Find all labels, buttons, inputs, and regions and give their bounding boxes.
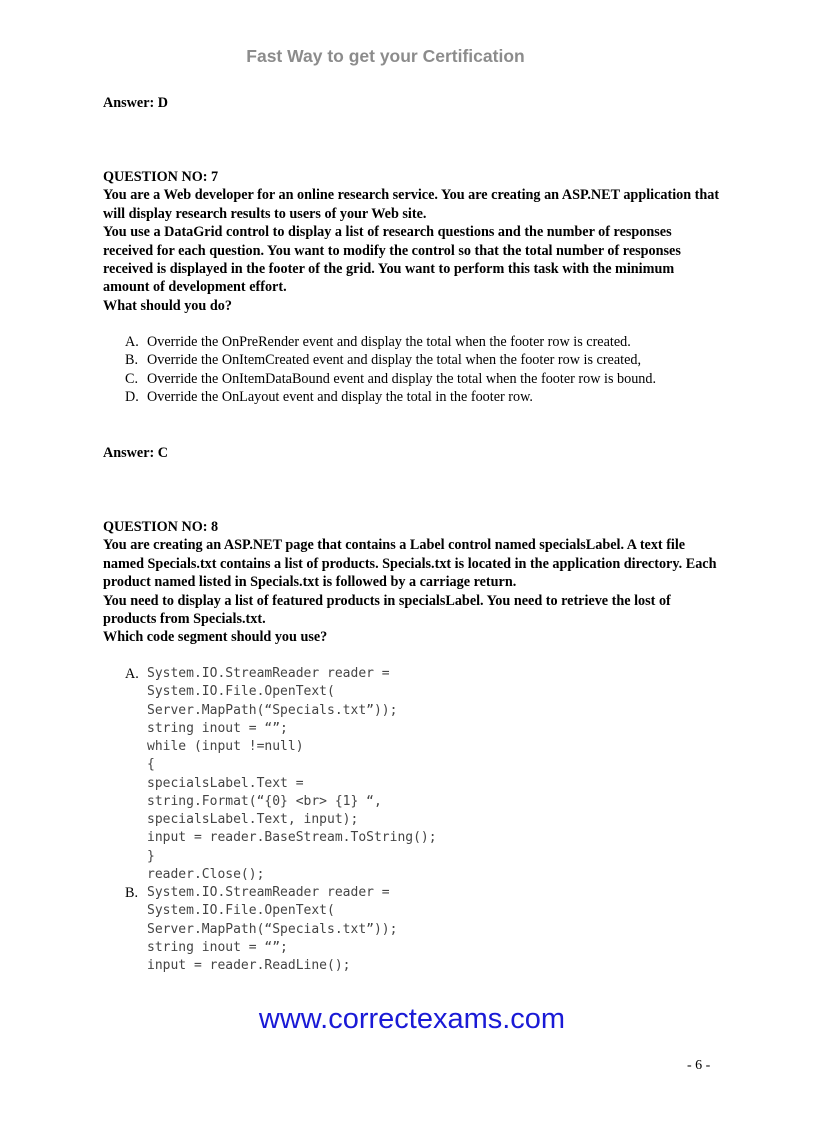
option-a	[125, 333, 656, 351]
option-letter: D.	[125, 388, 139, 405]
code-option-b	[125, 884, 437, 975]
question-8	[103, 518, 723, 647]
question-8-heading: QUESTION NO: 8	[103, 519, 219, 535]
code-option-a	[125, 665, 437, 884]
question-8-paragraph: You need to display a list of featured products in specialsLabel. You need to retrieve the lost of products from Specials.txt.	[103, 592, 671, 628]
option-b	[125, 351, 656, 369]
code-line: input = reader.BaseStream.ToString();	[147, 830, 437, 846]
question-8-paragraph: You are creating an ASP.NET page that contains a Label control named specialsLabel. A text file named Specials.txt contains a list of products. Specials.txt is located in the application directory. Each product named listed in Specials.txt is followed by a carriage return.	[103, 537, 717, 591]
option-letter: C.	[125, 370, 139, 387]
code-line: string inout = “”;	[147, 939, 288, 955]
option-letter: A.	[125, 334, 139, 350]
page-header-title: Fast Way to get your Certification	[246, 46, 525, 66]
page-number: - 6 -	[687, 1058, 711, 1073]
option-d	[125, 388, 656, 406]
code-line: string inout = “”;	[147, 720, 288, 736]
question-7-prompt: What should you do?	[103, 297, 232, 314]
option-letter: B.	[125, 352, 139, 369]
footer-website-link[interactable]: www.correctexams.com	[258, 1003, 566, 1035]
option-letter: A.	[125, 666, 139, 682]
code-line: input = reader.ReadLine();	[147, 958, 351, 973]
answer-question-7: Answer: C	[103, 445, 169, 461]
code-line: }	[147, 848, 155, 864]
answer-previous: Answer: D	[103, 95, 169, 111]
code-line: System.IO.File.OpenText(	[147, 684, 335, 700]
question-7-options	[125, 333, 656, 406]
option-text: Override the OnItemCreated event and display the total when the footer row is created,	[147, 352, 642, 369]
option-c	[125, 370, 656, 388]
question-7-heading: QUESTION NO: 7	[103, 169, 219, 185]
option-text: Override the OnItemDataBound event and display the total when the footer row is bound.	[147, 370, 657, 387]
code-line: string.Format(“{0} <br> {1} “,	[147, 793, 382, 809]
code-line: reader.Close();	[147, 866, 265, 882]
code-line: System.IO.File.OpenText(	[147, 903, 335, 919]
code-line: specialsLabel.Text =	[147, 775, 304, 791]
question-8-prompt: Which code segment should you use?	[103, 629, 328, 646]
code-line: Server.MapPath(“Specials.txt”));	[147, 702, 398, 718]
option-text: Override the OnPreRender event and display the total when the footer row is created.	[147, 334, 631, 350]
code-line: specialsLabel.Text, input);	[147, 812, 359, 827]
option-letter: B.	[125, 885, 139, 901]
question-7	[103, 168, 723, 315]
question-7-paragraph: You are a Web developer for an online research service. You are creating an ASP.NET application that will display research results to users of your Web site.	[103, 187, 720, 222]
code-line: System.IO.StreamReader reader =	[147, 666, 390, 681]
code-line: System.IO.StreamReader reader =	[147, 885, 390, 900]
option-text: Override the OnLayout event and display the total in the footer row.	[147, 388, 533, 405]
code-line: {	[147, 757, 155, 773]
question-7-paragraph: You use a DataGrid control to display a list of research questions and the number of responses received for each question. You want to modify the control so that the total number of responses received is displayed in the footer of the grid. You want to perform this task with the minimum amount of development effort.	[103, 224, 681, 296]
question-8-options	[125, 665, 437, 975]
code-line: while (input !=null)	[147, 739, 304, 754]
code-line: Server.MapPath(“Specials.txt”));	[147, 921, 398, 937]
